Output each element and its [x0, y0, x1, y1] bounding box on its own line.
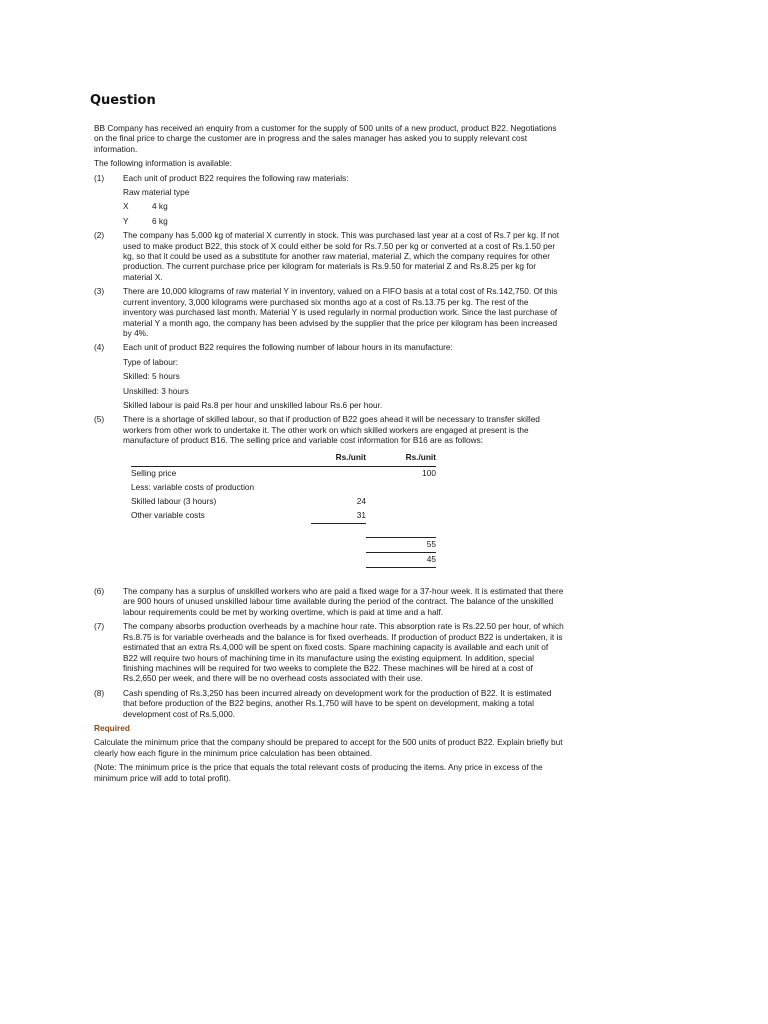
material-row-x: X 4 kg	[123, 201, 168, 212]
labour-type: Type of labour:	[123, 356, 178, 367]
item-text: Each unit of product B22 requires the following raw materials:	[123, 172, 349, 183]
info-line: The following information is available:	[94, 158, 232, 169]
intro-paragraph: BB Company has received an enquiry from a customer for the supply of 500 units of a new product, product B22. Negotiations on the final price to charge the customer are in progress and the sales manager has asked you to supply relevant cost information.	[94, 123, 557, 154]
less-label: Less: variable costs of production	[131, 481, 255, 492]
required-text: Calculate the minimum price that the company should be prepared to accept for the 500 units of product B22. Explain briefly but clearly how each figure in the minimum price calculation has been obtained.	[94, 737, 563, 758]
item-text: There are 10,000 kilograms of raw material Y in inventory, valued on a FIFO basis at a total cost of Rs.142,750. Of this current inventory, 3,000 kilograms were purchased six months ago at a cost of Rs.13.75 per kg. The rest of the inventory was purchased last month. Material Y is used regularly in normal production work. Since the last purchase of material Y a month ago, the company has been advised by the supplier that the price per kilogram has been increased by 4%.	[123, 286, 558, 338]
item-4: (4) Each unit of product B22 requires the following number of labour hours in its manufacture: Type of labour: Skilled: 5 hours Unskilled: 3 hours Skilled labour is paid Rs.8 per hour and unskilled labour Rs.6 per hour.	[94, 342, 564, 410]
item-text: There is a shortage of skilled labour, so that if production of B22 goes ahead it will be necessary to transfer skilled workers from other work to undertake it. The other work on which skilled workers are engaged at present is the manufacture of product B16. The selling price and variable cost information for B16 are as follows:	[123, 414, 540, 446]
question-body	[94, 123, 564, 787]
item-number: (1)	[94, 172, 105, 183]
materials-header: Raw material type	[123, 187, 190, 198]
col-header-2: Rs./unit	[405, 452, 436, 463]
col-header-1: Rs./unit	[335, 452, 366, 463]
note-text: (Note: The minimum price is the price that equals the total relevant costs of producing the items. Any price in excess of the minimum price will add to total profit).	[94, 762, 543, 783]
item-text: Cash spending of Rs.3,250 has been incurred already on development work for the production of B22. It is estimated that before production of the B22 begins, another Rs.1,750 will have to be spent on development, making a total development cost of Rs.5,000.	[123, 687, 552, 719]
item-2: (2) The company has 5,000 kg of material X currently in stock. This was purchased last year at a cost of Rs.7 per kg. If not used to make product B22, this stock of X could either be sold for Rs.7.50 per kg or converted at a cost of Rs.1.50 per kg, so that it could be used as a substitute for another raw material, material Z, which the company requires for other production. The current purchase price per kilogram for materials is Rs.9.50 for material Z and Rs.8.25 per kg for material X.	[94, 230, 564, 282]
item-6: (6) The company has a surplus of unskilled workers who are paid a fixed wage for a 37-hour week. It is estimated that there are 900 hours of unused unskilled labour time available during the period of the contract. The balance of the unskilled labour requirements could be met by working overtime, which is paid at time and a half.	[94, 586, 564, 617]
item-7: (7) The company absorbs production overheads by a machine hour rate. This absorption rate is Rs.22.50 per hour, of which Rs.8.75 is for variable overheads and the balance is for fixed overheads. If production of product B22 is undertaken, it is estimated that an extra Rs.4,000 will be spent on fixed costs. Spare machining capacity is available and each unit of B22 will require two hours of machining time in its manufacture using the existing equipment. In addition, special finishing machines will be required for two weeks to complete the B22. These machines will be hired at a cost of Rs.2,650 per week, and there will be no overhead costs associated with their use.	[94, 621, 564, 684]
item-text: The company absorbs production overheads by a machine hour rate. This absorption rate is Rs.22.50 per hour, of which Rs.8.75 is for variable overheads and the balance is for fixed overheads. If production of product B22 is undertaken, it is estimated that an extra Rs.4,000 will be spent on fixed costs. Spare machining capacity is available and each unit of B22 will require two hours of machining time in its manufacture using the existing equipment. In addition, special finishing machines will be required for two weeks to complete the B22. These machines will be hired at a cost of Rs.2,650 per week, and there will be no overhead costs associated with their use.	[123, 621, 564, 684]
selling-label: Selling price	[131, 466, 311, 481]
other-value: 31	[311, 509, 366, 524]
skilled-label: Skilled labour (3 hours)	[131, 495, 217, 506]
item-1	[94, 173, 564, 227]
item-text: The company has 5,000 kg of material X currently in stock. This was purchased last year at a cost of Rs.7 per kg. If not used to make product B22, this stock of X could either be sold for Rs.7.50 per kg or converted at a cost of Rs.1.50 per kg, so that it could be used as a substitute for another raw material, material Z, which the company requires for other production. The current purchase price per kilogram for materials is Rs.9.50 for material Z and Rs.8.25 per kg for material X.	[123, 230, 560, 282]
item-5: (5) There is a shortage of skilled labour, so that if production of B22 goes ahead it will be necessary to transfer skilled workers from other work to undertake it. The other work on which skilled workers are engaged at present is the manufacture of product B16. The selling price and variable cost information for B16 are as follows: Rs./unit Rs./unit Selling price 100 Less: variable costs of production Skilled labour (3 hours) 24 Other variable costs 31 55 45	[94, 414, 564, 582]
material-row-y: Y 6 kg	[123, 215, 168, 226]
page-title: Question	[90, 93, 156, 108]
item-8: (8) Cash spending of Rs.3,250 has been incurred already on development work for the production of B22. It is estimated that before production of the B22 begins, another Rs.1,750 will have to be spent on development, making a total development cost of Rs.5,000.	[94, 688, 564, 719]
labour-rates: Skilled labour is paid Rs.8 per hour and unskilled labour Rs.6 per hour.	[123, 399, 383, 410]
required-heading: Required	[94, 722, 130, 733]
other-label: Other variable costs	[131, 509, 205, 520]
selling-value: 100	[366, 466, 436, 481]
skilled-value: 24	[356, 495, 366, 506]
labour-unskilled: Unskilled: 3 hours	[123, 385, 189, 396]
b16-cost-table	[131, 452, 436, 569]
item-3: (3) There are 10,000 kilograms of raw material Y in inventory, valued on a FIFO basis at a total cost of Rs.142,750. Of this current inventory, 3,000 kilograms were purchased six months ago at a cost of Rs.13.75 per kg. The rest of the inventory was purchased last month. Material Y is used regularly in normal production work. Since the last purchase of material Y a month ago, the company has been advised by the supplier that the price per kilogram has been increased by 4%.	[94, 286, 564, 338]
total-costs-value: 55	[366, 538, 436, 553]
item-text: The company has a surplus of unskilled workers who are paid a fixed wage for a 37-hour week. It is estimated that there are 900 hours of unused unskilled labour time available during the period of the contract. The balance of the unskilled labour requirements could be met by working overtime, which is paid at time and a half.	[123, 586, 564, 617]
contribution-value: 45	[366, 553, 436, 568]
labour-skilled: Skilled: 5 hours	[123, 371, 180, 382]
item-text: Each unit of product B22 requires the following number of labour hours in its manufacture:	[123, 342, 453, 353]
